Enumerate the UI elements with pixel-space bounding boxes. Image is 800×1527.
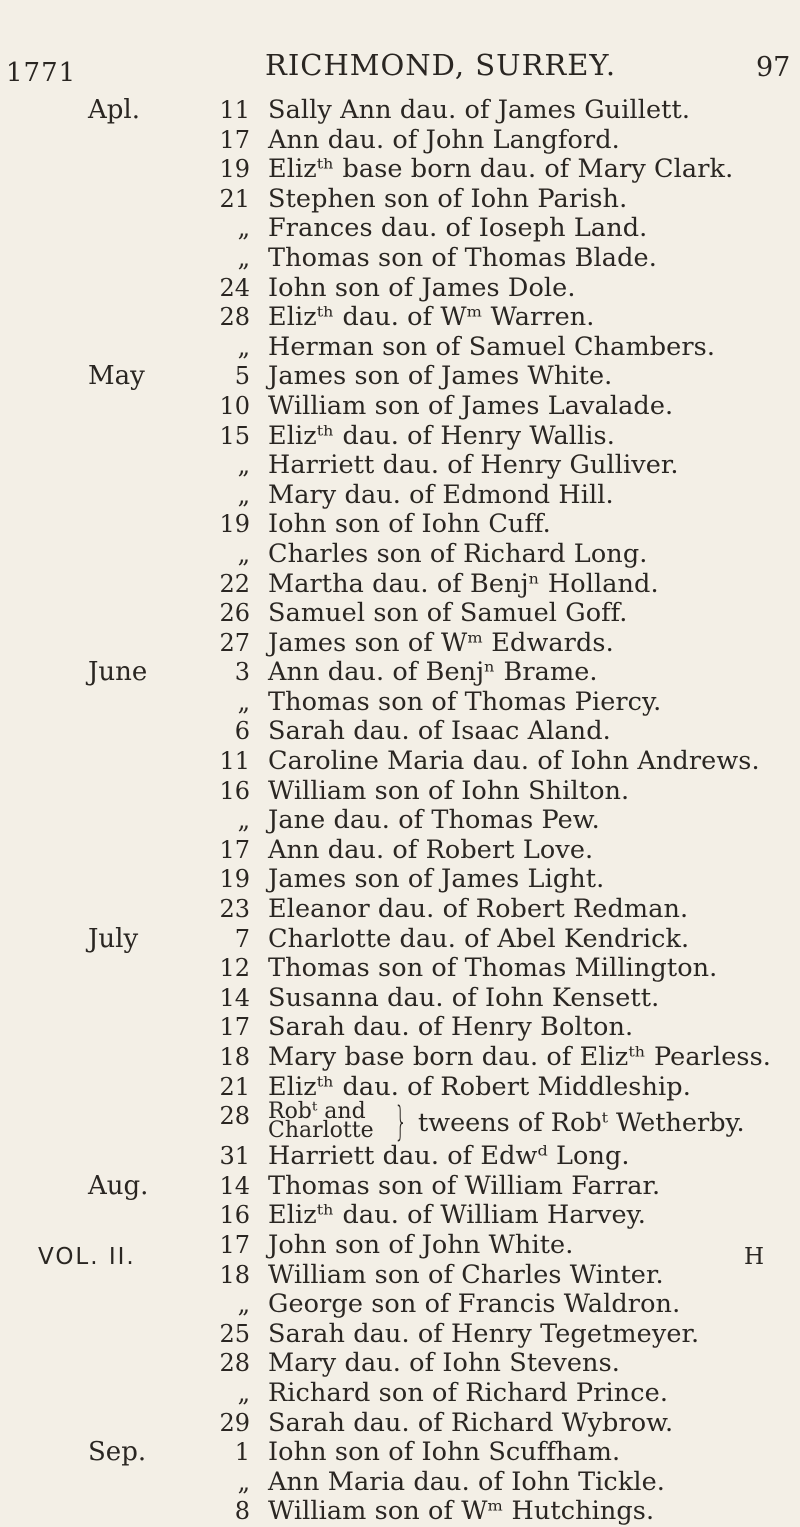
entry-name: William son of James Lavalade. [268,390,674,421]
register-entry [0,451,800,481]
entry-day: „ [237,539,250,568]
entry-name: Stephen son of Iohn Parish. [268,183,628,214]
entry-day: „ [237,214,250,243]
entry-name: Eleanor dau. of Robert Redman. [268,894,689,925]
entry-day: „ [237,451,250,480]
register-entry [0,274,800,304]
entry-day: 5 [234,362,250,391]
entry-day: 12 [219,954,250,983]
entry-name: Thomas son of Thomas Millington. [268,953,718,984]
entry-day: 8 [234,1497,250,1526]
register-entry [0,747,800,777]
entry-day: 31 [219,1142,250,1171]
register-entry [0,1320,800,1350]
entry-name: Sarah dau. of Henry Tegetmeyer. [268,1318,700,1349]
register-entry [0,244,800,274]
register-entry [0,836,800,866]
entry-day: 19 [219,865,250,894]
entry-day: „ [237,1378,250,1407]
baptism-entries [0,96,800,1527]
entry-name: Martha dau. of Benjⁿ Holland. [268,568,659,599]
register-entry [0,1497,800,1527]
entry-day: 16 [219,776,250,805]
register-entry [0,1409,800,1439]
entry-day: 15 [219,421,250,450]
register-entry [0,688,800,718]
entry-name: Frances dau. of Ioseph Land. [268,213,648,244]
register-entry [0,333,800,363]
entry-name: James son of James White. [268,361,613,392]
entry-day: 29 [219,1408,250,1437]
entry-day: 19 [219,510,250,539]
entry-month: Aug. [88,1170,149,1201]
register-entry [0,717,800,747]
entry-name: Charlotte dau. of Abel Kendrick. [268,923,690,954]
entry-day: 21 [219,1072,250,1101]
register-entry [0,422,800,452]
entry-day: 17 [219,835,250,864]
entry-day: „ [237,1467,250,1496]
entry-name: George son of Francis Waldron. [268,1289,681,1320]
entry-day: „ [237,480,250,509]
entry-name: Ann dau. of Benjⁿ Brame. [268,657,598,688]
entry-name: Sarah dau. of Richard Wybrow. [268,1407,674,1438]
register-entry [0,126,800,156]
register-entry [0,362,800,392]
twins-name-list [268,1099,374,1144]
entry-name: Elizᵗʰ dau. of William Harvey. [268,1200,646,1231]
entry-day: „ [237,806,250,835]
register-entry [0,925,800,955]
entry-name: Mary dau. of Iohn Stevens. [268,1348,620,1379]
entry-name: William son of Charles Winter. [268,1259,664,1290]
entry-name: James son of James Light. [268,864,605,895]
entry-name: Sally Ann dau. of James Guillett. [268,95,691,125]
entry-day: „ [237,243,250,272]
register-entry [0,96,800,126]
register-entry [0,865,800,895]
register-entry [0,481,800,511]
entry-day: 17 [219,1013,250,1042]
entry-day: 24 [219,273,250,302]
twin-name-2: Charlotte [268,1118,374,1144]
register-entry [0,510,800,540]
entry-day: „ [237,1290,250,1319]
page-footer [0,1244,800,1284]
register-entry [0,1073,800,1103]
register-entry [0,214,800,244]
register-entry [0,303,800,333]
entry-name: Elizᵗʰ dau. of Wᵐ Warren. [268,302,595,333]
entry-name: Ann Maria dau. of Iohn Tickle. [268,1466,666,1497]
entry-day: 17 [219,125,250,154]
register-entry [0,1438,800,1468]
entry-day: 16 [219,1201,250,1230]
entry-day: 23 [219,895,250,924]
entry-day: 14 [219,983,250,1012]
entry-name: William son of Iohn Shilton. [268,775,630,806]
register-entry [0,777,800,807]
entry-day: 1 [234,1438,250,1467]
entry-name: Harriett dau. of Henry Gulliver. [268,450,679,481]
register-entry [0,1172,800,1202]
entry-day: 11 [219,747,250,776]
entry-day: 14 [219,1171,250,1200]
entry-name: Iohn son of Iohn Cuff. [268,509,551,540]
entry-name: Ann dau. of John Langford. [268,124,620,155]
entry-name: Elizᵗʰ dau. of Robert Middleship. [268,1071,691,1102]
register-entry [0,984,800,1014]
entry-name: Herman son of Samuel Chambers. [268,331,716,362]
register-entry-twins [0,1099,800,1146]
register-entry [0,658,800,688]
entry-name: Jane dau. of Thomas Pew. [268,805,600,836]
entry-name: Charles son of Richard Long. [268,538,648,569]
register-entry [0,954,800,984]
entry-month: June [88,657,148,688]
twins-description: tweens of Robᵗ Wetherby. [418,1108,745,1139]
entry-day: „ [237,687,250,716]
register-entry [0,1201,800,1231]
page-title: RICHMOND, SURREY. [265,48,617,82]
register-entry [0,1379,800,1409]
twins-names [268,1099,800,1146]
entry-name: James son of Wᵐ Edwards. [268,627,614,658]
entry-month: Apl. [88,95,140,125]
entry-day: 27 [219,628,250,657]
entry-name: Caroline Maria dau. of Iohn Andrews. [268,746,760,777]
entry-day: 3 [234,658,250,687]
entry-name: Iohn son of Iohn Scuffham. [268,1437,621,1468]
entry-name: Samuel son of Samuel Goff. [268,598,628,629]
entry-month: July [88,923,139,954]
register-entry [0,570,800,600]
page-number: 97 [756,52,791,83]
entry-name: Mary dau. of Edmond Hill. [268,479,614,510]
register-entry [0,392,800,422]
entry-name: Sarah dau. of Isaac Aland. [268,716,611,747]
brace-mark: } [394,1099,408,1146]
register-entry [0,155,800,185]
register-entry [0,540,800,570]
entry-day: 28 [219,303,250,332]
entry-day: 21 [219,184,250,213]
register-entry [0,1468,800,1498]
register-entry [0,1013,800,1043]
volume-label: VOL. II. [38,1244,136,1270]
register-entry [0,629,800,659]
entry-name: Thomas son of Thomas Piercy. [268,686,662,717]
entry-day: 18 [219,1043,250,1071]
register-entry [0,185,800,215]
entry-month: Sep. [88,1437,147,1468]
entry-day: 28 [219,1102,250,1131]
entry-name: Elizᵗʰ base born dau. of Mary Clark. [268,154,734,185]
entry-day: „ [237,332,250,361]
entry-name: Harriett dau. of Edwᵈ Long. [268,1141,630,1172]
entry-name: Susanna dau. of Iohn Kensett. [268,982,660,1013]
entry-name: Mary base born dau. of Elizᵗʰ Pearless. [268,1042,771,1072]
entry-day: 18 [219,1260,250,1289]
entry-day: 17 [219,1230,250,1259]
entry-day: 28 [219,1349,250,1378]
register-entry [0,1043,800,1073]
register-entry [0,895,800,925]
entry-day: 26 [219,599,250,628]
entry-name: Thomas son of Thomas Blade. [268,242,657,273]
entry-day: 22 [219,569,250,598]
entry-name: Richard son of Richard Prince. [268,1377,669,1408]
entry-name: Ann dau. of Robert Love. [268,834,594,865]
twin-name-1: Robᵗ and [268,1099,366,1125]
entry-name: Sarah dau. of Henry Bolton. [268,1012,634,1043]
entry-day: 25 [219,1319,250,1348]
register-entry [0,806,800,836]
entry-name: William son of Wᵐ Hutchings. [268,1496,655,1527]
register-entry [0,1142,800,1172]
entry-day: 19 [219,155,250,184]
register-entry [0,1349,800,1379]
entry-name: Elizᵗʰ dau. of Henry Wallis. [268,420,615,451]
register-entry [0,599,800,629]
signature-mark: H [744,1244,765,1270]
register-entry [0,1290,800,1320]
entry-month: May [88,361,145,392]
entry-name: Thomas son of William Farrar. [268,1170,661,1201]
entry-day: 11 [219,96,250,124]
entry-name: Iohn son of James Dole. [268,272,576,303]
entry-day: 6 [234,717,250,746]
year-heading: 1771 [6,58,77,88]
entry-day: 7 [234,924,250,953]
entry-day: 10 [219,391,250,420]
entry-name: John son of John White. [268,1229,574,1260]
